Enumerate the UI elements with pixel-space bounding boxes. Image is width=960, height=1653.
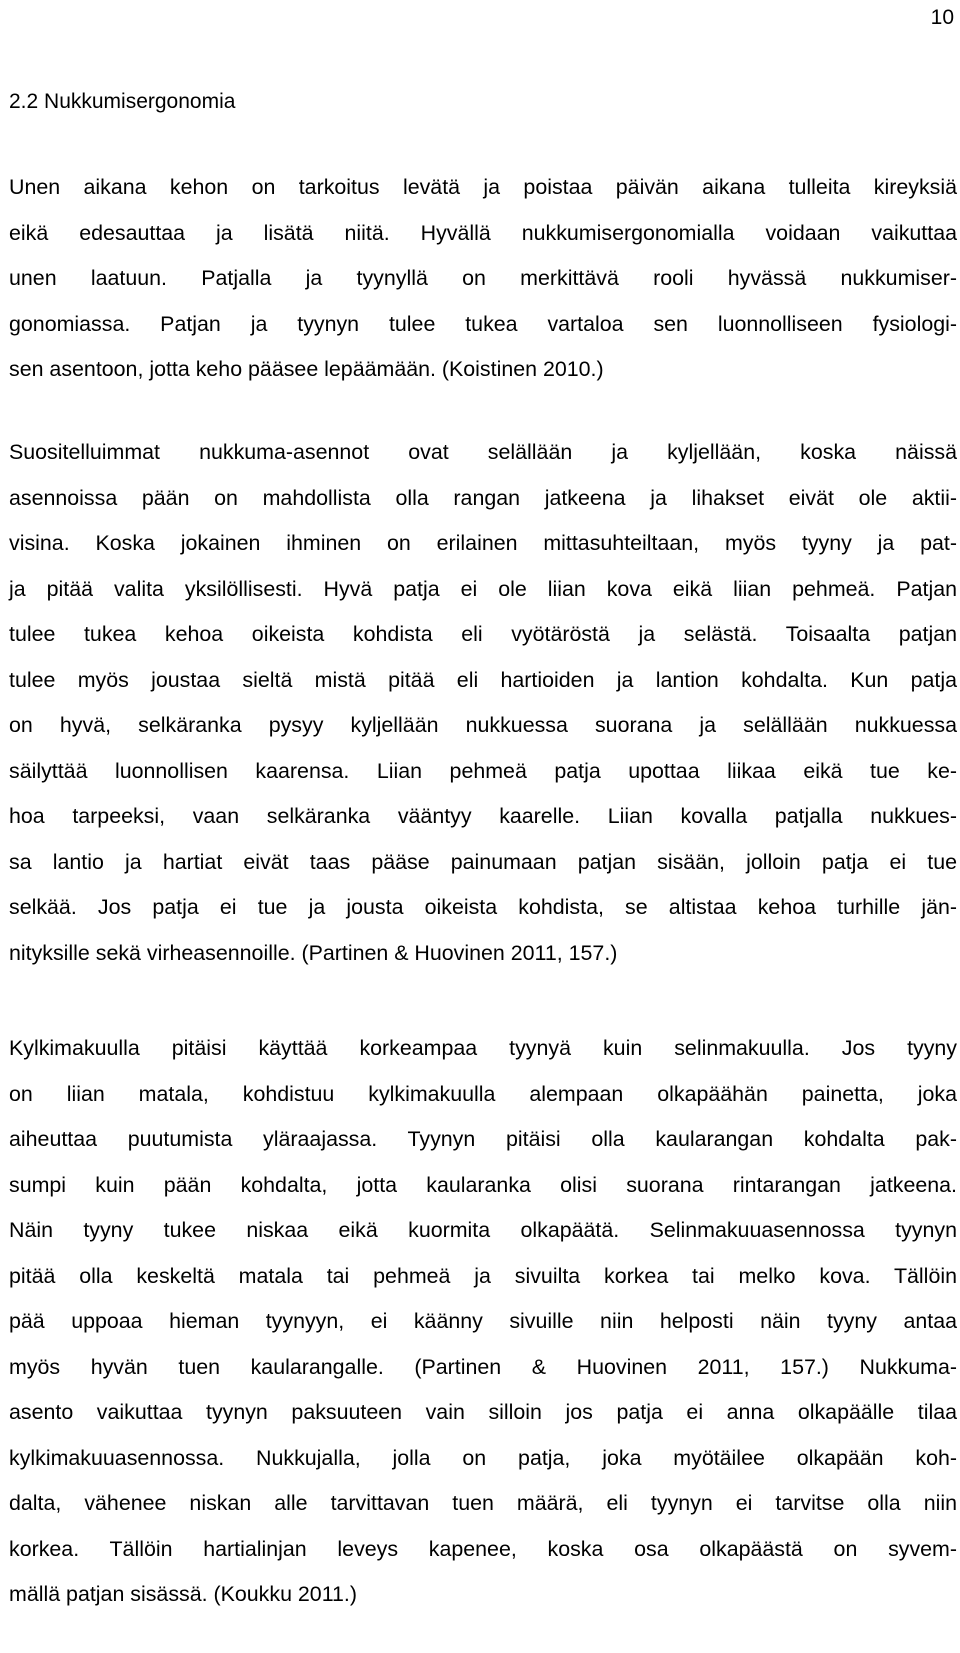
text-line: Unen aikana kehon on tarkoitus levätä ja poistaa päivän aikana tulleita kireyksiä bbox=[9, 175, 957, 199]
text-line: visina. Koska jokainen ihminen on erilainen mittasuhteiltaan, myös tyyny ja pat- bbox=[9, 531, 957, 555]
text-line: on liian matala, kohdistuu kylkimakuulla alempaan olkapäähän painetta, joka bbox=[9, 1081, 957, 1106]
text-line: Näin tyyny tukee niskaa eikä kuormita olkapäätä. Selinmakuuasennossa tyynyn bbox=[9, 1218, 957, 1242]
text-line: myös hyvän tuen kaularangalle. (Partinen & Huovinen 2011, 157.) Nukkuma- bbox=[9, 1354, 957, 1379]
text-line: nityksille sekä virheasennoille. (Partinen & Huovinen 2011, 157.) bbox=[9, 940, 618, 965]
text-line: Suositelluimmat nukkuma-asennot ovat selällään ja kyljellään, koska näissä bbox=[9, 440, 957, 464]
text-line: kylkimakuuasennossa. Nukkujalla, jolla on patja, joka myötäilee olkapään koh- bbox=[9, 1445, 957, 1470]
text-line: unen laatuun. Patjalla ja tyynyllä on merkittävä rooli hyvässä nukkumiser- bbox=[9, 266, 957, 290]
page-number: 10 bbox=[930, 6, 954, 29]
text-line: pää uppoaa hieman tyynyyn, ei käänny sivuille niin helposti näin tyyny antaa bbox=[9, 1309, 957, 1333]
paragraph bbox=[9, 173, 957, 401]
paragraph bbox=[9, 1034, 957, 1626]
paragraph bbox=[9, 438, 957, 984]
text-line: pitää olla keskeltä matala tai pehmeä ja sivuilta korkea tai melko kova. Tällöin bbox=[9, 1263, 957, 1288]
text-line: dalta, vähenee niskan alle tarvittavan tuen määrä, eli tyynyn ei tarvitse olla niin bbox=[9, 1491, 957, 1515]
section-heading: 2.2 Nukkumisergonomia bbox=[9, 90, 236, 113]
text-line: gonomiassa. Patjan ja tyynyn tulee tukea vartaloa sen luonnolliseen fysiologi- bbox=[9, 311, 957, 336]
text-line: sen asentoon, jotta keho pääsee lepäämään. (Koistinen 2010.) bbox=[9, 357, 604, 381]
text-line: asento vaikuttaa tyynyn paksuuteen vain silloin jos patja ei anna olkapäälle tilaa bbox=[9, 1400, 957, 1424]
text-line: Kylkimakuulla pitäisi käyttää korkeampaa tyynyä kuin selinmakuulla. Jos tyyny bbox=[9, 1036, 957, 1060]
text-line: eikä edesauttaa ja lisätä niitä. Hyvällä nukkumisergonomialla voidaan vaikuttaa bbox=[9, 220, 957, 245]
text-line: tulee tukea kehoa oikeista kohdista eli vyötäröstä ja selästä. Toisaalta patjan bbox=[9, 622, 957, 646]
text-line: korkea. Tällöin hartialinjan leveys kapenee, koska osa olkapäästä on syvem- bbox=[9, 1536, 957, 1561]
text-line: hoa tarpeeksi, vaan selkäranka vääntyy kaarelle. Liian kovalla patjalla nukkues- bbox=[9, 804, 957, 828]
text-line: tulee myös joustaa sieltä mistä pitää eli hartioiden ja lantion kohdalta. Kun patja bbox=[9, 667, 957, 692]
text-line: mällä patjan sisässä. (Koukku 2011.) bbox=[9, 1582, 357, 1606]
text-line: säilyttää luonnollisen kaarensa. Liian pehmeä patja upottaa liikaa eikä tue ke- bbox=[9, 758, 957, 783]
text-line: ja pitää valita yksilöllisesti. Hyvä patja ei ole liian kova eikä liian pehmeä. Patjan bbox=[9, 576, 957, 601]
text-line: sumpi kuin pään kohdalta, jotta kaularanka olisi suorana rintarangan jatkeena. bbox=[9, 1172, 957, 1197]
text-line: on hyvä, selkäranka pysyy kyljellään nukkuessa suorana ja selällään nukkuessa bbox=[9, 713, 957, 737]
text-line: aiheuttaa puutumista yläraajassa. Tyynyn pitäisi olla kaularangan kohdalta pak- bbox=[9, 1127, 957, 1151]
text-line: sa lantio ja hartiat eivät taas pääse painumaan patjan sisään, jolloin patja ei tue bbox=[9, 849, 957, 874]
text-line: selkää. Jos patja ei tue ja jousta oikeista kohdista, se altistaa kehoa turhille jän- bbox=[9, 895, 957, 919]
text-line: asennoissa pään on mahdollista olla rangan jatkeena ja lihakset eivät ole aktii- bbox=[9, 485, 957, 510]
